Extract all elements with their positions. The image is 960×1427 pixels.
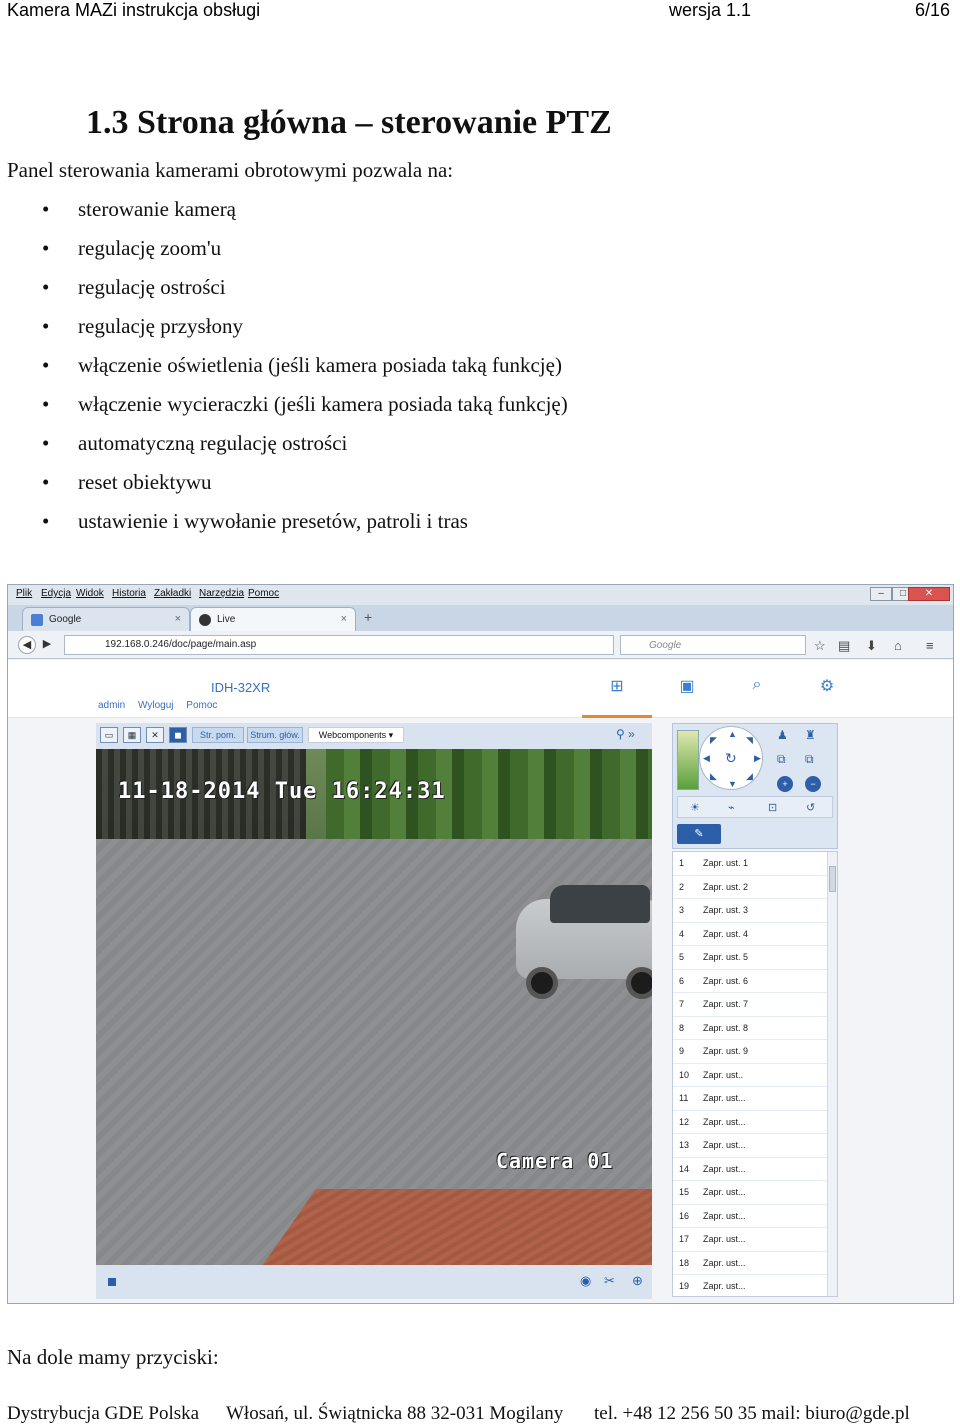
tab-live[interactable]: Live ×	[190, 607, 356, 631]
list-item[interactable]: 7 Zapr. ust. 7	[673, 993, 837, 1017]
user-links	[98, 700, 227, 711]
zoom-out-icon[interactable]: ♜	[805, 728, 816, 742]
close-window-icon[interactable]: ✕	[146, 727, 164, 743]
browser-navbar	[8, 631, 953, 659]
lens-reset-icon[interactable]: ↺	[806, 802, 816, 814]
list-item: • regulację zoom'u	[42, 236, 222, 260]
bullet-icon: •	[42, 470, 50, 494]
tab-playback[interactable]	[652, 660, 722, 718]
sub-stream-button[interactable]: Str. pom.	[192, 727, 244, 743]
live-video[interactable]	[96, 749, 652, 1265]
arrow-up-icon[interactable]: ▲	[728, 729, 737, 739]
bullet-icon: •	[42, 431, 50, 455]
ptz-aux-row	[677, 796, 833, 818]
tab-google[interactable]: Google ×	[22, 607, 190, 631]
window-split-1-icon[interactable]: ▭	[100, 727, 118, 743]
menu-item-zakladki[interactable]: Zakładki	[154, 588, 192, 599]
osd-timestamp: 11-18-2014 Tue 16:24:31	[118, 779, 446, 804]
intro-text: Panel sterowania kamerami obrotowymi pozwala na:	[7, 158, 454, 182]
forward-icon[interactable]: ▶	[42, 638, 52, 650]
playback-icon: ▣	[679, 678, 695, 695]
preset-tab-button[interactable]	[677, 824, 721, 844]
minimize-button[interactable]: –	[870, 587, 892, 601]
menu-item-widok[interactable]: Widok	[76, 588, 104, 599]
arrow-up-right-icon[interactable]: ◥	[746, 735, 753, 745]
footer-address: Włosań, ul. Świątnicka 88 32-031 Mogilany	[226, 1403, 564, 1424]
search-input[interactable]: Google	[620, 635, 806, 655]
scrollbar-thumb[interactable]	[829, 866, 836, 892]
menu-item-edycja[interactable]: Edycja	[41, 588, 72, 599]
google-favicon-icon	[31, 614, 43, 626]
arrow-down-right-icon[interactable]: ◢	[746, 771, 753, 781]
close-tab-icon[interactable]: ×	[340, 613, 347, 625]
list-item: • ustawienie i wywołanie presetów, patroli i tras	[42, 509, 468, 533]
list-item: • sterowanie kamerą	[42, 197, 237, 221]
bullet-icon: •	[42, 236, 50, 260]
live-favicon-icon	[199, 614, 211, 626]
footer-contact: tel. +48 12 256 50 35 mail: biuro@gde.pl	[594, 1403, 910, 1424]
ptz-toggle-icon[interactable]: ⚲ »	[616, 727, 635, 741]
wiper-icon[interactable]: ⌁	[728, 802, 735, 814]
embedded-screenshot	[7, 584, 954, 1304]
download-icon[interactable]: ⬇	[866, 638, 877, 653]
list-item[interactable]: 5 Zapr. ust. 5	[673, 946, 837, 970]
iris-close-icon[interactable]: −	[805, 776, 821, 792]
osd-camera-name: Camera 01	[496, 1149, 614, 1173]
page-footer	[0, 1403, 960, 1427]
capture-icon[interactable]: ◉	[580, 1273, 592, 1288]
list-item[interactable]: 11 Zapr. ust...	[673, 1087, 837, 1111]
menu-item-plik[interactable]: Plik	[16, 588, 33, 599]
list-item[interactable]: 1 Zapr. ust. 1	[673, 852, 837, 876]
list-item[interactable]: 9 Zapr. ust. 9	[673, 1040, 837, 1064]
back-icon[interactable]: ◀	[18, 636, 36, 654]
arrow-right-icon[interactable]: ▶	[754, 753, 761, 763]
list-item[interactable]: 15 Zapr. ust...	[673, 1181, 837, 1205]
record-icon[interactable]: ✂	[604, 1273, 615, 1288]
list-item[interactable]: 2 Zapr. ust. 2	[673, 876, 837, 900]
buttons-caption: Na dole mamy przyciski:	[7, 1345, 219, 1369]
list-item[interactable]: 13 Zapr. ust...	[673, 1134, 837, 1158]
arrow-down-icon[interactable]: ▼	[728, 779, 737, 789]
user-link[interactable]: admin	[98, 700, 126, 711]
ptz-direction-pad[interactable]	[699, 726, 763, 790]
list-item: • reset obiektywu	[42, 470, 212, 494]
picture-search-icon: ⌕	[752, 676, 762, 693]
menu-item-historia[interactable]: Historia	[112, 588, 146, 599]
video-toolbar	[96, 723, 652, 749]
list-item[interactable]: 18 Zapr. ust...	[673, 1252, 837, 1276]
list-item[interactable]: 14 Zapr. ust...	[673, 1158, 837, 1182]
doc-version: wersja 1.1	[669, 0, 752, 20]
close-window-button[interactable]: ✕	[908, 587, 950, 601]
doc-title: Kamera MAZi instrukcja obsługi	[7, 0, 261, 20]
one-touch-focus-icon[interactable]: ⊡	[768, 802, 778, 814]
zoom-slider[interactable]	[677, 730, 699, 790]
zoom-in-icon[interactable]: ♟	[777, 728, 788, 742]
browser-tabbar	[8, 605, 953, 631]
bullet-icon: •	[42, 353, 50, 377]
light-icon[interactable]: ☀	[690, 802, 700, 814]
maximize-button[interactable]: □	[892, 587, 914, 601]
tab-picture[interactable]	[722, 660, 792, 718]
preset-scrollbar[interactable]	[827, 852, 837, 1297]
bullet-icon: •	[42, 275, 50, 299]
menu-icon[interactable]: ≡	[926, 638, 934, 653]
menu-item-pomoc[interactable]: Pomoc	[248, 588, 280, 599]
bullet-icon: •	[42, 314, 50, 338]
bookmark-star-icon[interactable]: ☆	[814, 638, 826, 653]
footer-company: Dystrybucja GDE Polska	[7, 1403, 200, 1424]
focus-near-icon[interactable]: ⧉	[777, 752, 786, 766]
list-item[interactable]: 16 Zapr. ust...	[673, 1205, 837, 1229]
list-item[interactable]: 19 Zapr. ust...	[673, 1275, 837, 1297]
auto-pan-icon[interactable]: ↻	[725, 750, 737, 766]
app-header	[8, 660, 953, 718]
list-item: • automatyczną regulację ostrości	[42, 431, 348, 455]
list-item[interactable]: 12 Zapr. ust...	[673, 1111, 837, 1135]
logout-link[interactable]: Wyloguj	[138, 700, 174, 711]
window-split-4-icon[interactable]: ▦	[123, 727, 141, 743]
page-header	[0, 0, 960, 24]
list-item[interactable]: 10 Zapr. ust..	[673, 1064, 837, 1088]
bookmarks-list-icon[interactable]: ▤	[838, 638, 851, 653]
page-number: 6/16	[915, 0, 951, 20]
bullet-icon: •	[42, 509, 50, 533]
help-link[interactable]: Pomoc	[186, 700, 218, 711]
arrow-up-left-icon[interactable]: ◤	[710, 735, 717, 745]
preset-icon: ✎	[694, 828, 704, 840]
stop-all-icon[interactable]	[108, 1278, 116, 1286]
list-item[interactable]: 8 Zapr. ust. 8	[673, 1017, 837, 1041]
feature-list	[0, 197, 900, 548]
video-bottom-toolbar	[96, 1265, 652, 1299]
list-item[interactable]: 3 Zapr. ust. 3	[673, 899, 837, 923]
new-tab-button[interactable]: +	[364, 609, 373, 625]
home-icon[interactable]: ⌂	[894, 638, 902, 653]
live-view-icon: ⊞	[610, 678, 624, 695]
iris-open-icon[interactable]: +	[777, 776, 793, 792]
url-input[interactable]: 192.168.0.246/doc/page/main.asp	[64, 635, 614, 655]
preset-list	[672, 851, 838, 1297]
list-item[interactable]: 4 Zapr. ust. 4	[673, 923, 837, 947]
browser-menubar	[8, 585, 953, 605]
arrow-left-icon[interactable]: ◀	[703, 753, 710, 763]
tab-settings[interactable]	[792, 660, 862, 718]
plugin-select[interactable]: Webcomponents ▾	[308, 727, 404, 743]
tab-live-view[interactable]	[582, 660, 652, 718]
device-model: IDH-32XR	[211, 680, 271, 695]
list-item[interactable]: 6 Zapr. ust. 6	[673, 970, 837, 994]
focus-far-icon[interactable]: ⧉	[805, 752, 814, 766]
close-tab-icon[interactable]: ×	[174, 613, 181, 625]
arrow-down-left-icon[interactable]: ◣	[710, 771, 717, 781]
ptz-panel	[672, 723, 838, 849]
list-item: • regulację przysłony	[42, 314, 244, 338]
section-title: 1.3 Strona główna – sterowanie PTZ	[86, 104, 612, 141]
list-item[interactable]: 17 Zapr. ust...	[673, 1228, 837, 1252]
bullet-icon: •	[42, 392, 50, 416]
list-item: • włączenie oświetlenia (jeśli kamera posiada taką funkcję)	[42, 353, 562, 377]
digital-zoom-icon[interactable]: ⊕	[632, 1273, 643, 1288]
fullscreen-icon[interactable]: ◼	[169, 727, 187, 743]
main-stream-button[interactable]: Strum. głów.	[247, 727, 303, 743]
bullet-icon: •	[42, 197, 50, 221]
menu-item-narzedzia[interactable]: Narzędzia	[199, 588, 245, 599]
car	[516, 879, 652, 999]
list-item: • włączenie wycieraczki (jeśli kamera posiada taką funkcję)	[42, 392, 568, 416]
list-item: • regulację ostrości	[42, 275, 226, 299]
gear-icon: ⚙	[819, 678, 835, 695]
